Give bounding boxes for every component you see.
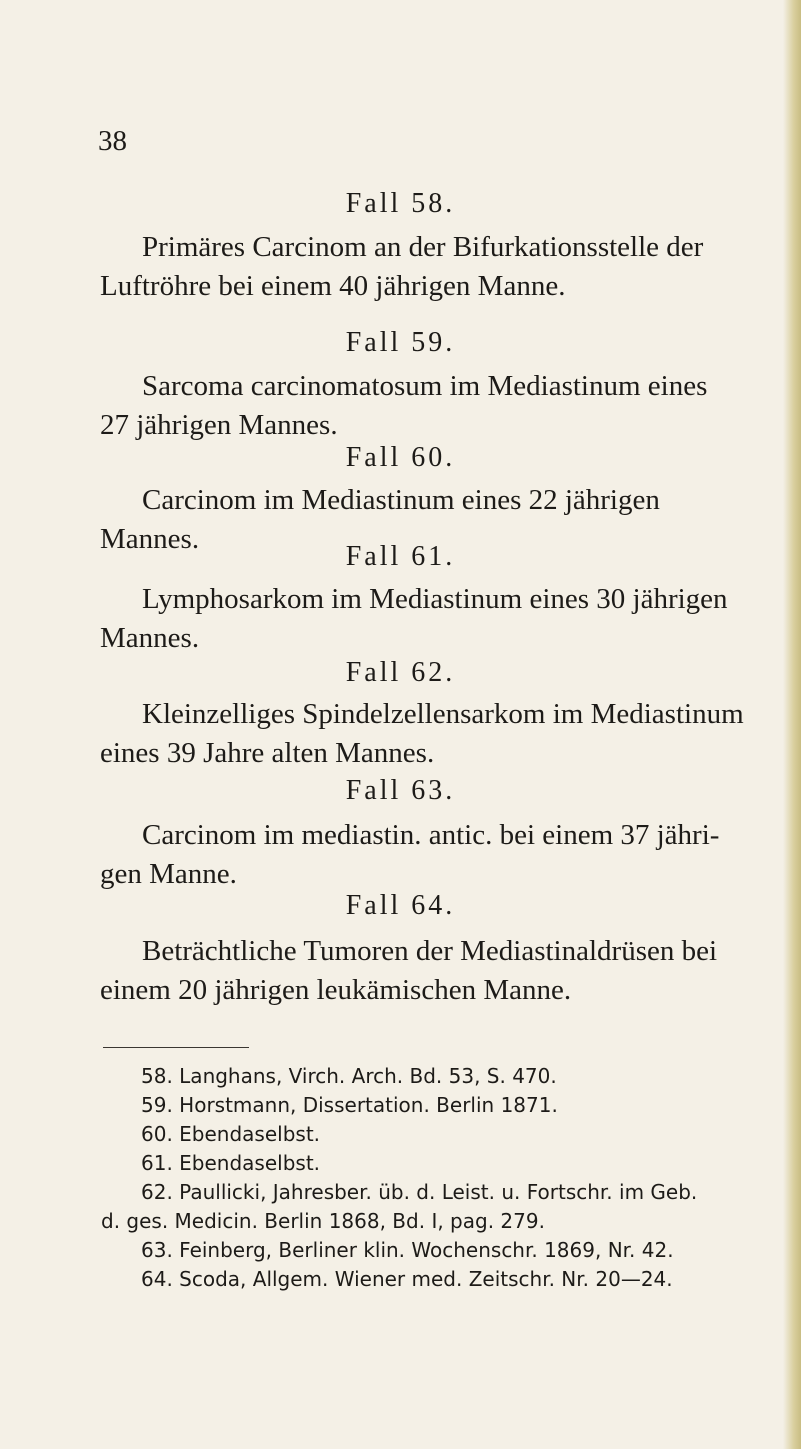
footnote-62: 62. Paullicki, Jahresber. üb. d. Leist. u. Fortschr. im Geb. [141, 1180, 698, 1204]
case-text-line: Beträchtliche Tumoren der Mediastinaldrüsen bei [142, 935, 718, 967]
case-heading-58: Fall 58. [345, 188, 456, 219]
page-number: 38 [98, 125, 127, 157]
case-text-59 [100, 367, 756, 445]
case-text-64 [100, 932, 756, 1010]
footnote-62-continued: d. ges. Medicin. Berlin 1868, Bd. I, pag. 279. [101, 1209, 545, 1233]
case-text-line: Sarcoma carcinomatosum im Mediastinum eines [142, 370, 708, 402]
case-heading-60: Fall 60. [345, 442, 456, 473]
case-text-line: 27 jährigen Mannes. [100, 409, 338, 441]
case-text-62 [100, 695, 756, 773]
footnote-59: 59. Horstmann, Dissertation. Berlin 1871. [141, 1093, 558, 1117]
footnote-60: 60. Ebendaselbst. [141, 1122, 321, 1146]
footnote-58: 58. Langhans, Virch. Arch. Bd. 53, S. 470. [141, 1064, 557, 1088]
footnote-61: 61. Ebendaselbst. [141, 1151, 321, 1175]
case-text-line: gen Manne. [100, 858, 237, 890]
case-heading-64: Fall 64. [345, 890, 456, 921]
case-text-line: Mannes. [100, 622, 200, 654]
case-heading-63: Fall 63. [345, 775, 456, 806]
footnote-64: 64. Scoda, Allgem. Wiener med. Zeitschr. Nr. 20—24. [141, 1267, 673, 1291]
case-text-line: eines 39 Jahre alten Mannes. [100, 737, 435, 769]
case-text-line: Primäres Carcinom an der Bifurkationsstelle der [142, 231, 704, 263]
case-heading-62: Fall 62. [345, 657, 456, 688]
case-text-58 [100, 228, 756, 306]
case-text-line: Luftröhre bei einem 40 jährigen Manne. [100, 270, 566, 302]
case-text-61 [100, 580, 756, 658]
footnote-63: 63. Feinberg, Berliner klin. Wochenschr. 1869, Nr. 42. [141, 1238, 674, 1262]
case-text-63 [100, 816, 756, 894]
case-text-line: einem 20 jährigen leukämischen Manne. [100, 974, 572, 1006]
case-text-line: Carcinom im mediastin. antic. bei einem 37 jähri- [142, 819, 720, 851]
case-heading-59: Fall 59. [345, 327, 456, 358]
case-text-line: Kleinzelliges Spindelzellensarkom im Mediastinum [142, 698, 744, 730]
case-text-line: Carcinom im Mediastinum eines 22 jährigen Mannes. [100, 484, 660, 555]
case-heading-61: Fall 61. [345, 541, 456, 572]
footnote-divider [103, 1047, 249, 1048]
case-text-line: Lymphosarkom im Mediastinum eines 30 jährigen [142, 583, 728, 615]
